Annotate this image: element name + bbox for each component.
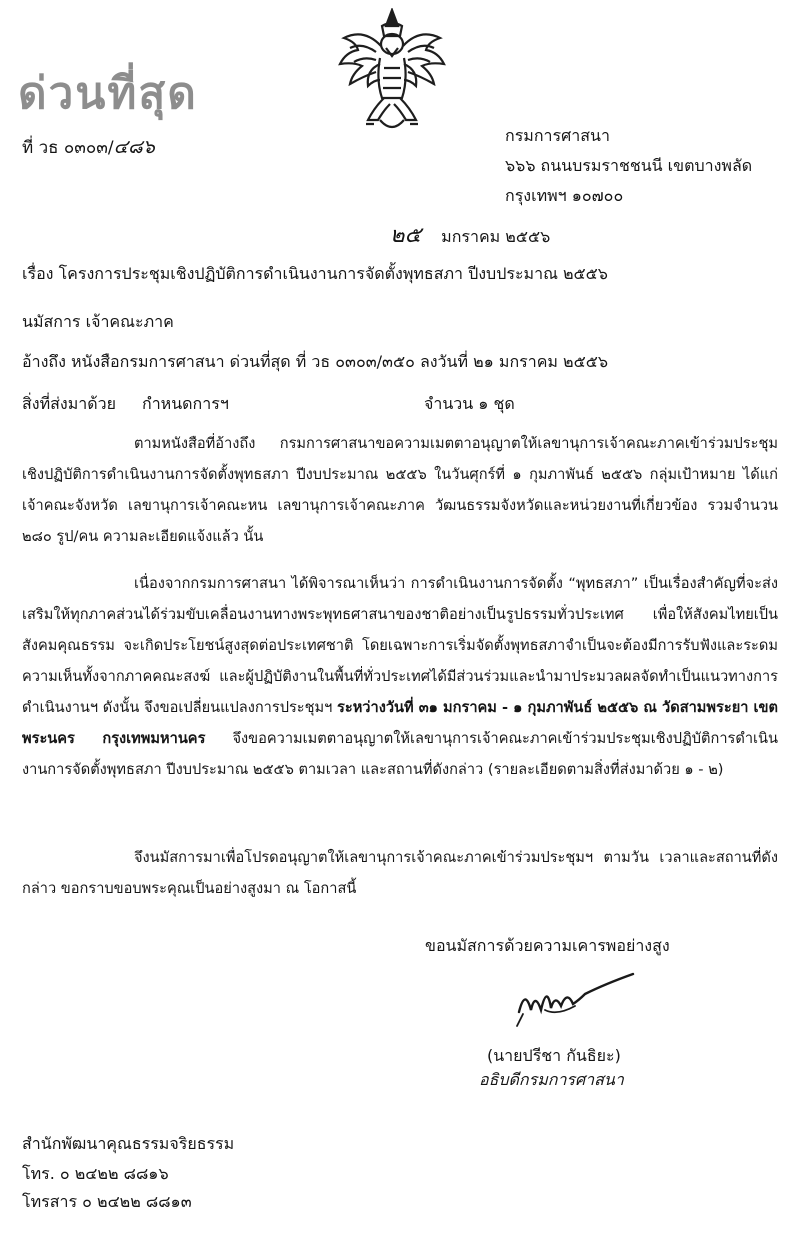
para2-bold-text: ระหว่างวันที่ ๓๑ มกราคม - ๑ กุมภาพันธ์ ๒๕๕๖ ณ วัดสามพระยา เขตพระนคร กรุงเทพมหานคร [22,699,779,747]
para2-start-text: เนื่องจากกรมการศาสนา ได้พิจารณาเห็นว่า การดำเนินงานการจัดตั้ง “พุทธสภา” เป็นเรื่องสำคัญที่จะส่งเสริมให้ทุกภาคส่วนได้ร่วมขับเคลื่อนงานทางพระพุทธศาสนาของชาติอย่างเป็นรูปธรรมทั่วประเทศ เพื่อให้สังคมไทยเป็นสังคมคุณธรรม จะเกิดประโยชน์สูงสุดต่อประเทศชาติ โดยเฉพาะการเริ่มจัดตั้งพุทธสภาจำเป็นจะต้องมีการรับฟังและระดมความเห็นทั้งจากภาคคณะสงฆ์ และผู้ปฏิบัติงานในพื้นที่ทั่วประเทศได้มีส่วนร่วมและนำมาประมวลผลจัดทำเป็นแนวทางการดำเนินงานฯ ดังนั้น จึงขอเปลี่ยนแปลงการประชุมฯ [22,575,778,716]
garuda-emblem-icon [336,8,448,136]
letter-date [390,223,550,249]
ref-number-handwritten: ๔๘๖ [113,136,155,158]
enclosure-label: สิ่งที่ส่งมาด้วย [22,394,116,413]
sender-org: กรมการศาสนา [505,126,610,145]
ref-prefix: ที่ วธ ๐๓๐๓/ [22,138,114,158]
salutation: นมัสการ เจ้าคณะภาค [22,312,174,331]
body-paragraph-1 [22,428,778,552]
signer-name: (นายปรีชา กันธิยะ) [487,1046,621,1065]
para2-end-text: จึงขอความเมตตาอนุญาตให้เลขานุการเจ้าคณะภาคเข้าร่วมประชุมเชิงปฏิบัติการดำเนินงานการจัดตั้งพุทธสภา ปีงบประมาณ ๒๕๕๖ ตามเวลา และสถานที่ดังกล่าว (รายละเอียดตามสิ่งที่ส่งมาด้วย ๑ - ๒) [22,730,778,778]
footer-office: สำนักพัฒนาคุณธรรมจริยธรรม [22,1134,235,1153]
sender-address-line2: กรุงเทพฯ ๑๐๗๐๐ [505,186,624,205]
sender-address-line1: ๖๖๖ ถนนบรมราชชนนี เขตบางพลัด [505,156,753,175]
closing-line: ขอนมัสการด้วยความเคารพอย่างสูง [425,936,670,955]
date-month-year: มกราคม ๒๕๕๖ [441,227,551,246]
document-reference-number [22,136,155,159]
signature-image [505,970,655,1040]
urgent-stamp: ด่วนที่สุด [18,68,198,119]
enclosure-count: จำนวน ๑ ชุด [424,394,515,413]
para1-text: ตามหนังสือที่อ้างถึง กรมการศาสนาขอความเมตตาอนุญาตให้เลขานุการเจ้าคณะภาคเข้าร่วมประชุมเชิงปฏิบัติการดำเนินงานการจัดตั้งพุทธสภา ปีงบประมาณ ๒๕๕๖ ในวันศุกร์ที่ ๑ กุมภาพันธ์ ๒๕๕๖ กลุ่มเป้าหมาย ได้แก่ เจ้าคณะจังหวัด เลขานุการเจ้าคณะหน เลขานุการเจ้าคณะภาค วัฒนธรรมจังหวัดและหน่วยงานที่เกี่ยวข้อง รวมจำนวน ๒๘๐ รูป/คน ความละเอียดแจ้งแล้ว นั้น [22,435,778,545]
signer-title: อธิบดีกรมการศาสนา [479,1070,624,1089]
para3-text: จึงนมัสการมาเพื่อโปรดอนุญาตให้เลขานุการเจ้าคณะภาคเข้าร่วมประชุมฯ ตามวัน เวลาและสถานที่ดังกล่าว ขอกราบขอบพระคุณเป็นอย่างสูงมา ณ โอกาสนี้ [22,849,778,897]
enclosure-item: กำหนดการฯ [142,394,229,413]
date-day-handwritten: ๒๕ [390,223,422,248]
subject-line: เรื่อง โครงการประชุมเชิงปฏิบัติการดำเนินงานการจัดตั้งพุทธสภา ปีงบประมาณ ๒๕๕๖ [22,264,608,283]
footer-fax: โทรสาร ๐ ๒๔๒๒ ๘๘๑๓ [22,1192,192,1211]
body-paragraph-3 [22,842,778,904]
reference-line: อ้างถึง หนังสือกรมการศาสนา ด่วนที่สุด ที่ วธ ๐๓๐๓/๓๕๐ ลงวันที่ ๒๑ มกราคม ๒๕๕๖ [22,352,608,371]
body-paragraph-2 [22,568,778,785]
footer-tel: โทร. ๐ ๒๔๒๒ ๘๘๑๖ [22,1164,169,1183]
